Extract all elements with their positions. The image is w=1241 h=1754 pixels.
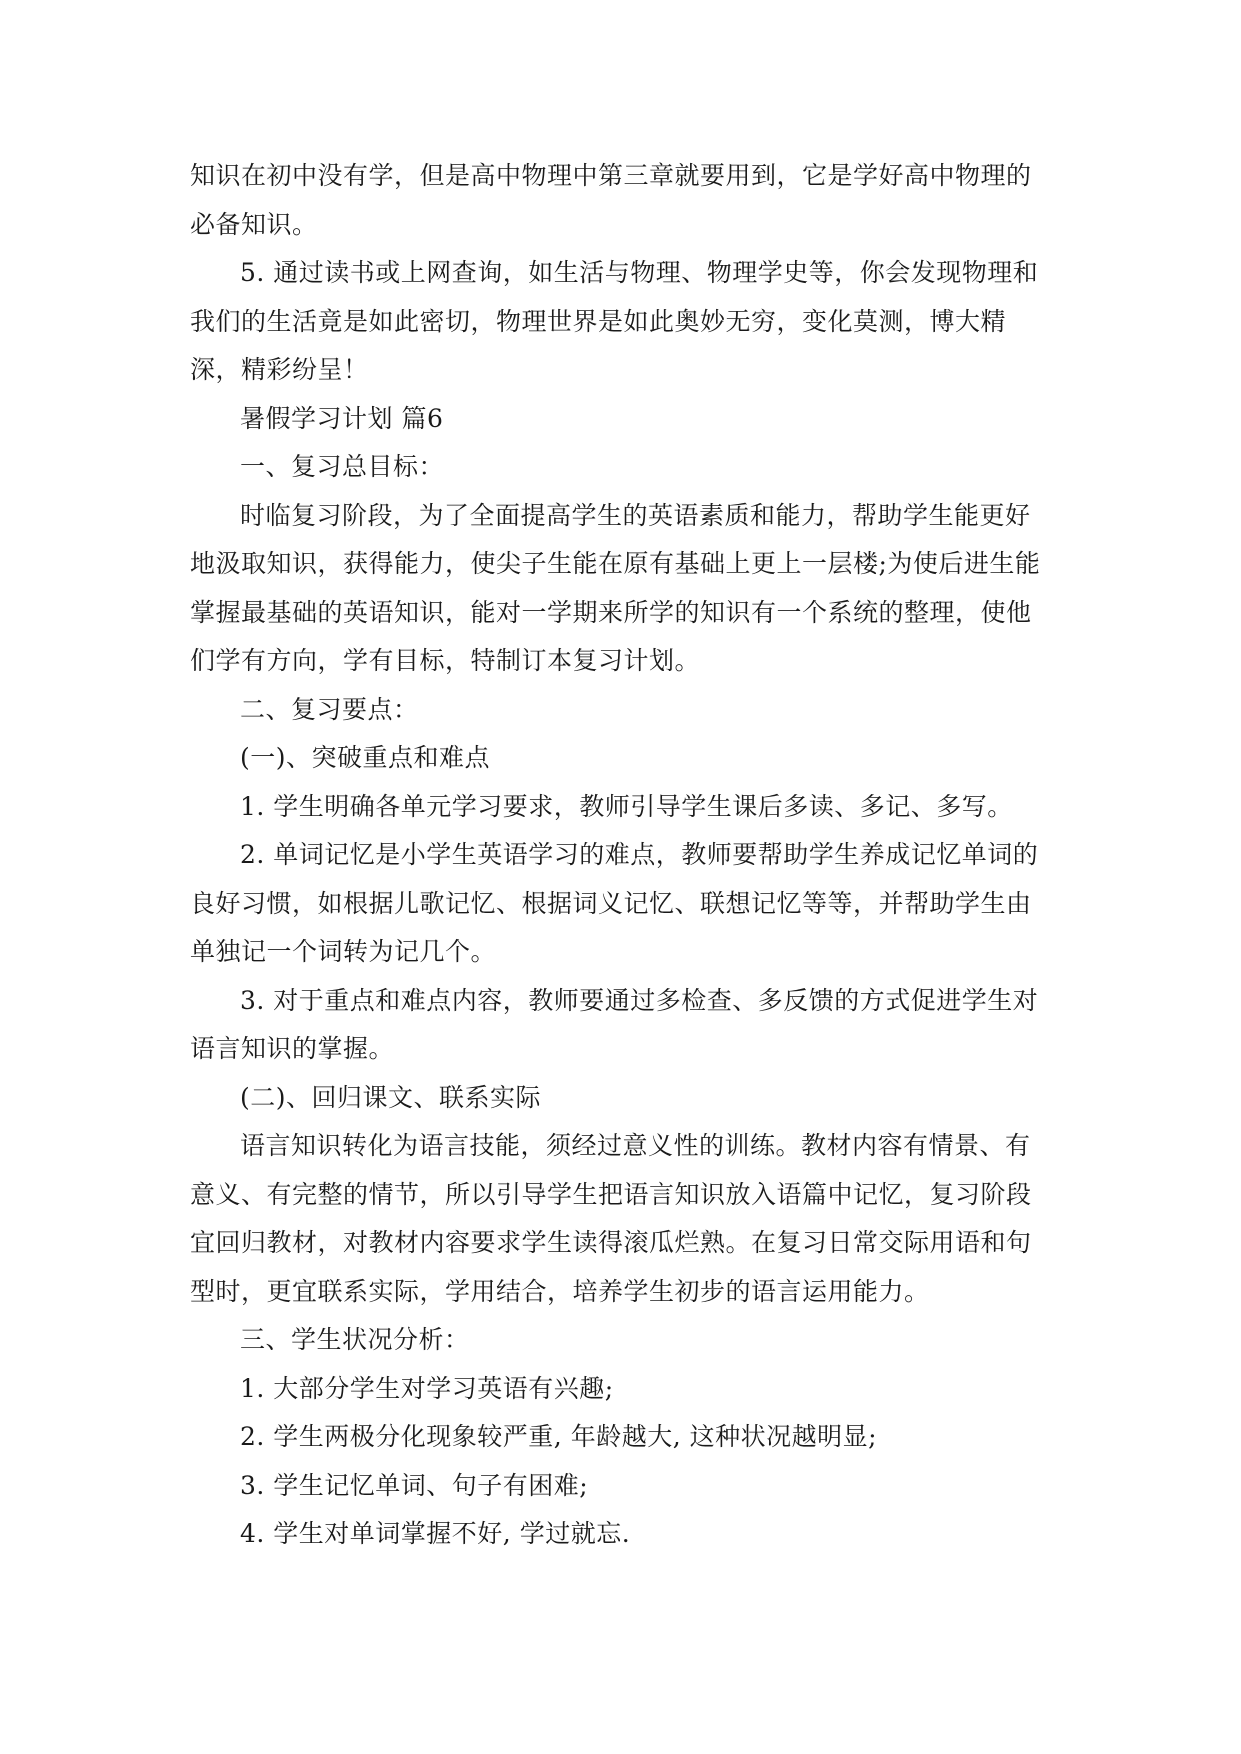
paragraph-language-skills: 语言知识转化为语言技能，须经过意义性的训练。教材内容有情景、有意义、有完整的情节，所以引导学生把语言知识放入语篇中记忆，复习阶段宜回归教材，对教材内容要求学生读得滚瓜烂熟。在复习日常交际用语和句型时，更宜联系实际，学用结合，培养学生初步的语言运用能力。 [190, 1131, 1032, 1306]
analysis-item-3: 3. 学生记忆单词、句子有困难; [240, 1470, 589, 1500]
list-item-1: 1. 学生明确各单元学习要求，教师引导学生课后多读、多记、多写。 [240, 791, 1013, 821]
analysis-item-2: 2. 学生两极分化现象较严重, 年龄越大, 这种状况越明显; [240, 1422, 878, 1451]
subheading-key-points: (一)、突破重点和难点 [240, 743, 491, 772]
section-title: 暑假学习计划 篇6 [240, 403, 444, 433]
paragraph-2: 5. 通过读书或上网查询，如生活与物理、物理学史等，你会发现物理和我们的生活竟是如此密切，物理世界是如此奥妙无穷，变化莫测，博大精深，精彩纷呈！ [190, 258, 1039, 384]
list-item-2: 2. 单词记忆是小学生英语学习的难点，教师要帮助学生养成记忆单词的良好习惯，如根据儿歌记忆、根据词义记忆、联想记忆等等，并帮助学生由单独记一个词转为记几个。 [190, 840, 1039, 966]
document-body [190, 152, 1052, 1559]
paragraph-review-goal: 时临复习阶段，为了全面提高学生的英语素质和能力，帮助学生能更好地汲取知识，获得能力，使尖子生能在原有基础上更上一层楼;为使后进生能掌握最基础的英语知识，能对一学期来所学的知识有一个系统的整理，使他们学有方向，学有目标，特制订本复习计划。 [190, 500, 1041, 675]
heading-review-points: 二、复习要点： [240, 694, 419, 724]
paragraph-1: 知识在初中没有学，但是高中物理中第三章就要用到，它是学好高中物理的必备知识。 [190, 161, 1032, 239]
list-item-3: 3. 对于重点和难点内容，教师要通过多检查、多反馈的方式促进学生对语言知识的掌握。 [190, 985, 1039, 1063]
analysis-item-4: 4. 学生对单词掌握不好, 学过就忘. [240, 1519, 631, 1548]
analysis-item-1: 1. 大部分学生对学习英语有兴趣; [240, 1373, 614, 1403]
heading-review-goal: 一、复习总目标： [240, 452, 445, 481]
subheading-return-text: (二)、回归课文、联系实际 [240, 1082, 542, 1112]
heading-student-analysis: 三、学生状况分析： [240, 1325, 470, 1354]
